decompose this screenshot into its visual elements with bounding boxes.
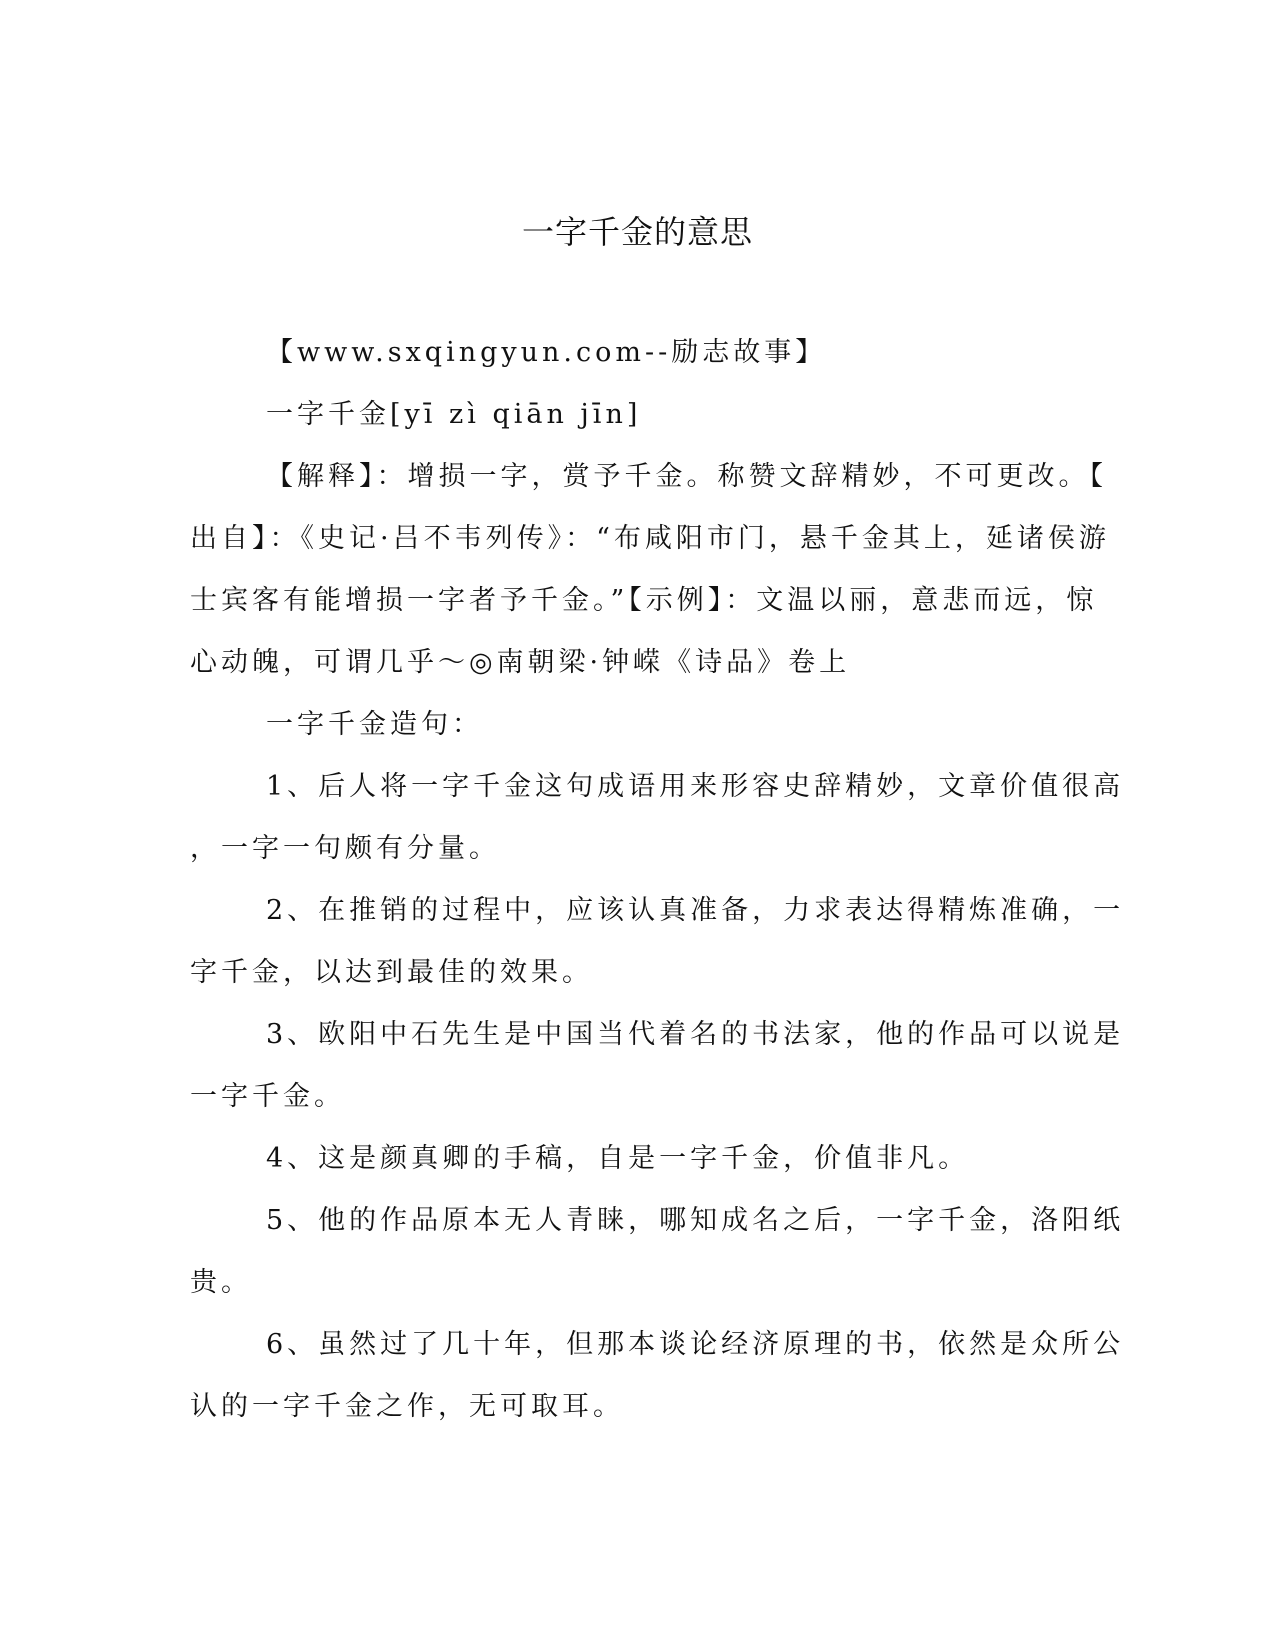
example-sentence bbox=[190, 1314, 1125, 1438]
sentence-line: 一字千金。 bbox=[190, 1081, 345, 1112]
source-line: 【www.sxqingyun.com--励志故事】 bbox=[266, 337, 827, 368]
example-sentence bbox=[190, 1004, 1125, 1128]
explanation-line: 【解释】：增损一字，赏予千金。称赞文辞精妙，不可更改。【 bbox=[266, 461, 1107, 492]
example-sentence bbox=[190, 880, 1125, 1004]
sentence-line: 贵。 bbox=[190, 1267, 252, 1298]
explanation-paragraph bbox=[190, 446, 1110, 694]
document-body bbox=[190, 322, 1125, 1438]
example-sentence bbox=[190, 1128, 1080, 1190]
sentence-line: 3、欧阳中石先生是中国当代着名的书法家，他的作品可以说是 bbox=[266, 1019, 1125, 1050]
document-title: 一字千金的意思 bbox=[521, 213, 753, 251]
explanation-line: 心动魄，可谓几乎～◎南朝梁·钟嵘《诗品》卷上 bbox=[190, 647, 851, 678]
example-sentence bbox=[190, 1190, 1125, 1314]
sentence-line: 认的一字千金之作，无可取耳。 bbox=[190, 1391, 624, 1422]
sentence-line: 2、在推销的过程中，应该认真准备，力求表达得精炼准确，一 bbox=[266, 895, 1125, 926]
example-sentence bbox=[190, 756, 1125, 880]
idiom-pinyin-line: 一字千金[yī zì qiān jīn] bbox=[266, 399, 642, 430]
sentence-line: 6、虽然过了几十年，但那本谈论经济原理的书，依然是众所公 bbox=[266, 1329, 1125, 1360]
explanation-line: 士宾客有能增损一字者予千金。”【示例】：文温以丽，意悲而远，惊 bbox=[190, 585, 1098, 616]
sentence-line: 1、后人将一字千金这句成语用来形容史辞精妙，文章价值很高 bbox=[266, 771, 1125, 802]
sentences-heading: 一字千金造句： bbox=[266, 709, 483, 740]
sentence-line: ，一字一句颇有分量。 bbox=[190, 833, 500, 864]
sentence-line: 5、他的作品原本无人青睐，哪知成名之后，一字千金，洛阳纸 bbox=[266, 1205, 1125, 1236]
sentence-line: 字千金，以达到最佳的效果。 bbox=[190, 957, 593, 988]
explanation-line: 出自】：《史记·吕不韦列传》：“布咸阳市门，悬千金其上，延诸侯游 bbox=[190, 523, 1110, 554]
sentence-line: 4、这是颜真卿的手稿，自是一字千金，价值非凡。 bbox=[266, 1143, 970, 1174]
